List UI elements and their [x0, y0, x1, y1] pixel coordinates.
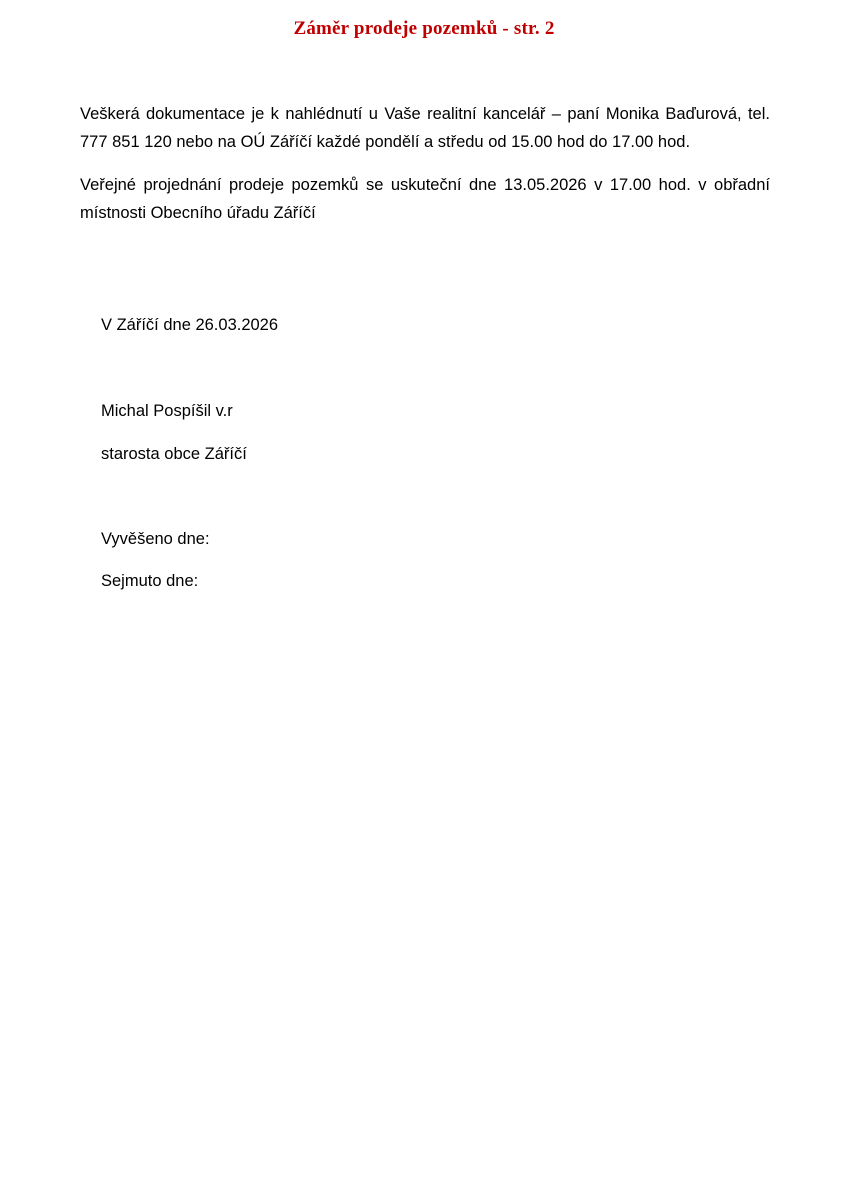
paragraph-documentation-info: Veškerá dokumentace je k nahlédnutí u Vaše realitní kancelář – paní Monika Baďurová, tel. 777 851 120 nebo na OÚ Záříčí každé pondělí a středu od 15.00 hod do 17.00 hod. [80, 105, 770, 152]
paragraph-public-hearing: Veřejné projednání prodeje pozemků se uskuteční dne 13.05.2026 v 17.00 hod. v obřadní místnosti Obecního úřadu Záříčí [80, 175, 770, 223]
posted-date-label: Vyvěšeno dne: [101, 530, 210, 548]
page-title: Záměr prodeje pozemků - str. 2 [293, 18, 555, 39]
signature-name: Michal Pospíšil v.r [101, 402, 233, 420]
signature-role: starosta obce Záříčí [101, 445, 247, 463]
place-and-date: V Záříčí dne 26.03.2026 [101, 316, 279, 334]
document-body [80, 100, 770, 228]
removed-date-label: Sejmuto dne: [101, 572, 199, 590]
